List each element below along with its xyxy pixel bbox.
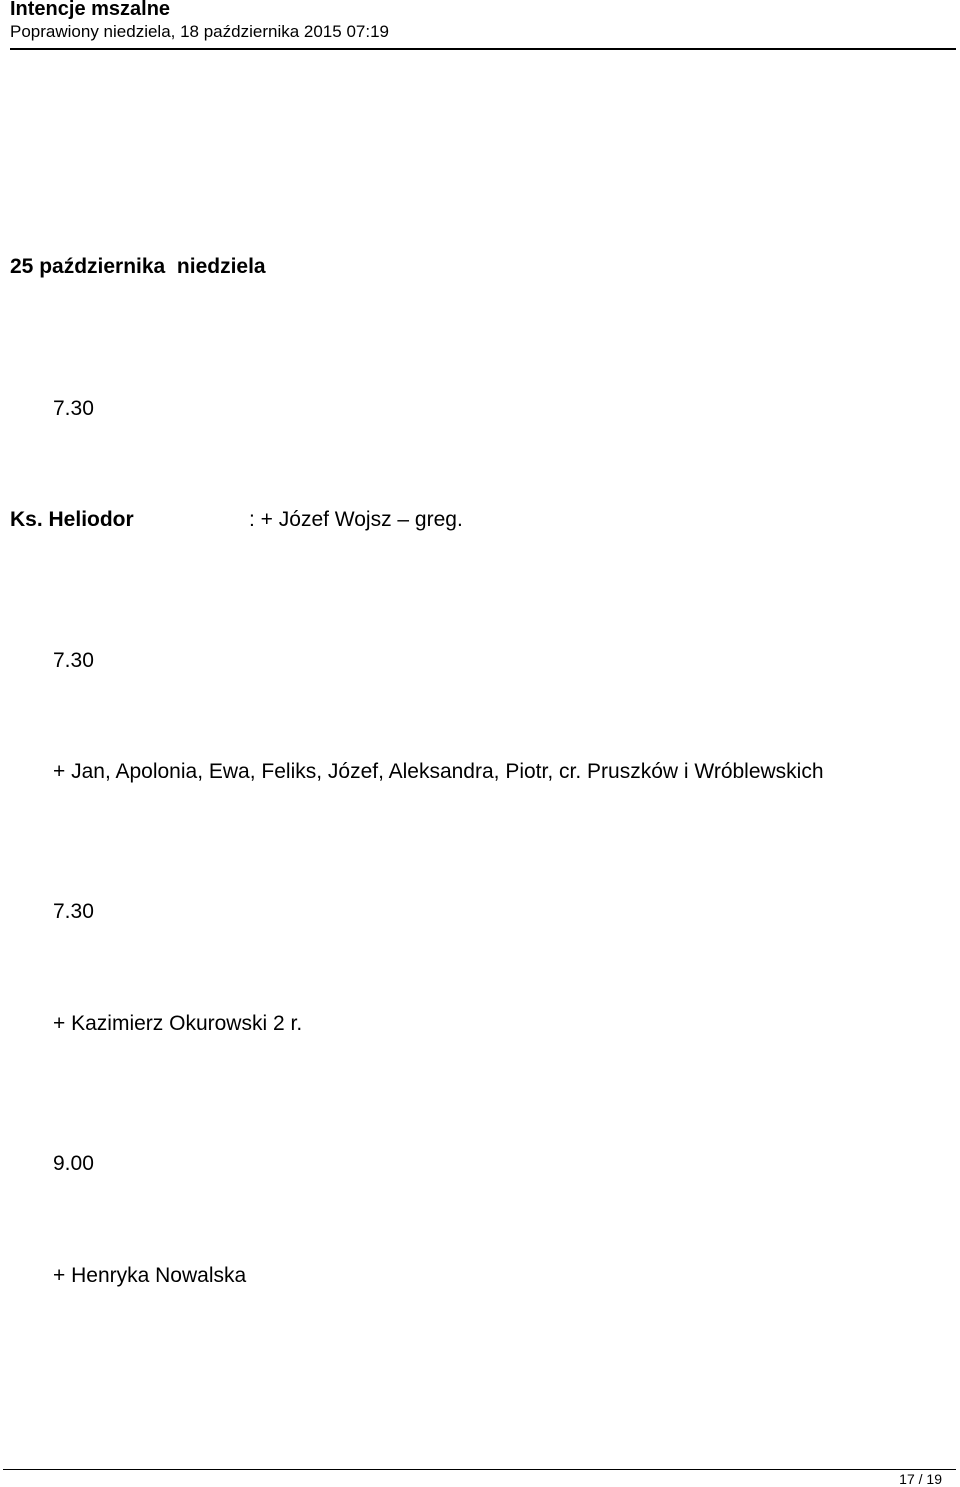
mass-time: 7.30 <box>53 649 94 672</box>
mass-intention: + Jan, Apolonia, Ewa, Feliks, Józef, Aleksandra, Piotr, cr. Pruszków i Wróblewskich <box>53 760 824 783</box>
mass-time: 7.30 <box>53 900 94 923</box>
header-divider <box>10 48 956 50</box>
mass-intention: : + Józef Wojsz – greg. <box>249 508 463 531</box>
mass-intention: + Kazimierz Okurowski 2 r. <box>53 1012 303 1035</box>
priest-name: Ks. Heliodor <box>10 508 134 531</box>
mass-time: 9.00 <box>53 1152 94 1175</box>
mass-intention: + Henryka Nowalska <box>53 1264 247 1287</box>
footer-divider <box>3 1469 956 1470</box>
page-number: 17 / 19 <box>899 1471 942 1487</box>
document-title: Intencje mszalne <box>10 0 171 20</box>
mass-time: 7.30 <box>53 397 94 420</box>
day-heading: 25 października niedziela <box>10 255 266 278</box>
revision-date: Poprawiony niedziela, 18 października 2015 07:19 <box>10 22 389 41</box>
